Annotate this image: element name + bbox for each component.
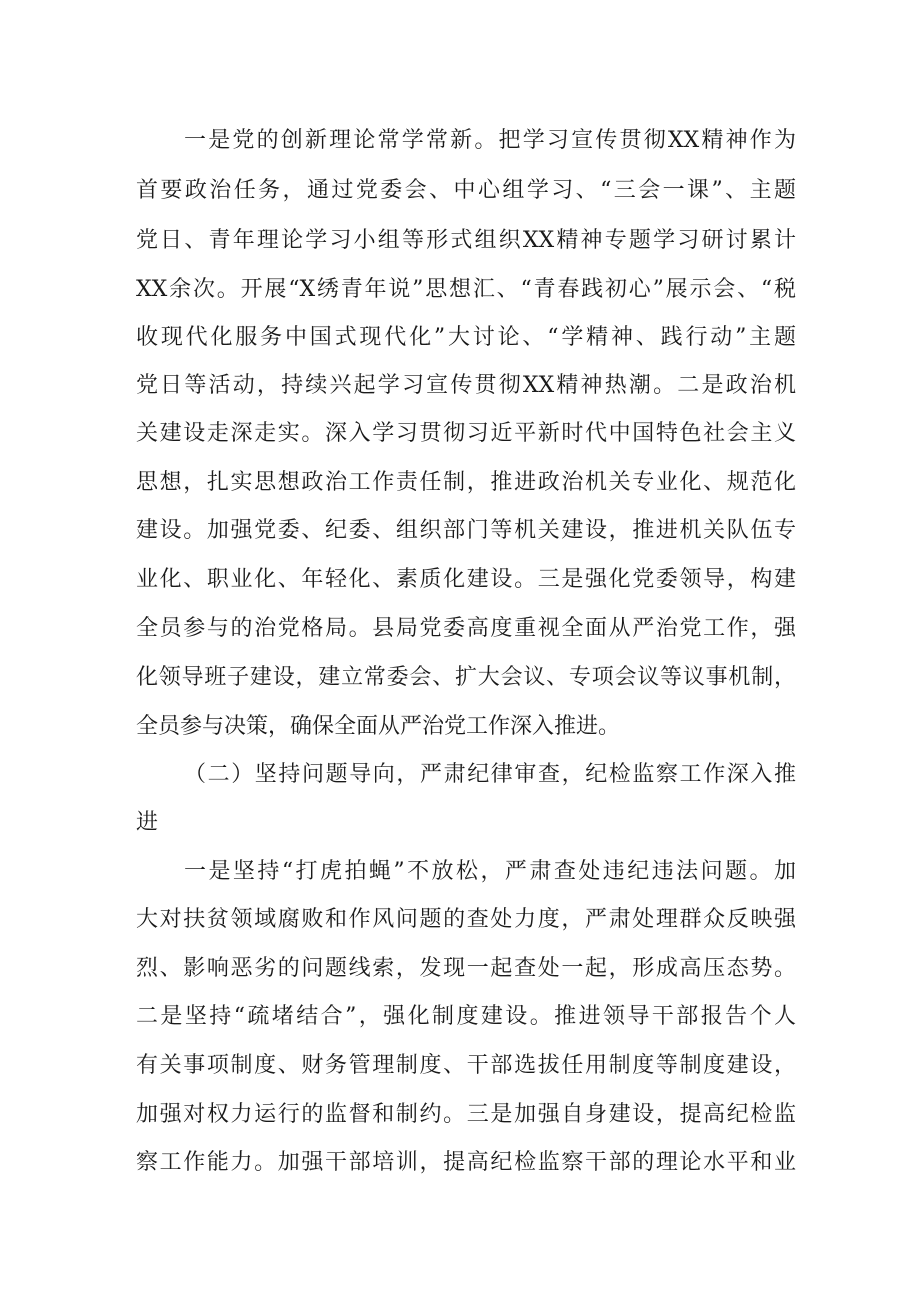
paragraph-2-line-6: 加强对权力运行的监督和制约。三是加强自身建设，提高纪检监	[136, 1102, 796, 1127]
paragraph-2-line-5: 有关事项制度、财务管理制度、干部选拔任用制度等制度建设，	[136, 1053, 796, 1078]
paragraph-2-line-2: 大对扶贫领域腐败和作风问题的查处力度，严肃处理群众反映强	[136, 907, 796, 932]
paragraph-1-line-1: 一是党的创新理论常学常新。把学习宣传贯彻XX精神作为	[184, 128, 796, 153]
paragraph-1-line-7: 关建设走深走实。深入学习贯彻习近平新时代中国特色社会主义	[136, 421, 796, 446]
paragraph-1-line-10: 业化、职业化、年轻化、素质化建设。三是强化党委领导，构建	[136, 567, 796, 592]
paragraph-1-line-4: XX余次。开展“X绣青年说”思想汇、“青春践初心”展示会、“税	[136, 277, 796, 302]
paragraph-2-line-1: 一是坚持“打虎拍蝇”不放松，严肃查处违纪违法问题。加	[184, 859, 796, 884]
section-heading-line-2: 进	[136, 810, 159, 835]
paragraph-2-line-4: 二是坚持“疏堵结合”，强化制度建设。推进领导干部报告个人	[136, 1004, 796, 1029]
paragraph-1-line-2: 首要政治任务，通过党委会、中心组学习、“三会一课”、主题	[136, 178, 796, 203]
paragraph-1-line-9: 建设。加强党委、纪委、组织部门等机关建设，推进机关队伍专	[136, 518, 796, 543]
paragraph-1-line-3: 党日、青年理论学习小组等形式组织XX精神专题学习研讨累计	[136, 228, 796, 253]
paragraph-1-line-8: 思想，扎实思想政治工作责任制，推进政治机关专业化、规范化	[136, 470, 796, 495]
paragraph-1-line-13: 全员参与决策，确保全面从严治党工作深入推进。	[136, 714, 621, 739]
paragraph-1-line-11: 全员参与的治党格局。县局党委高度重视全面从严治党工作，强	[136, 616, 796, 641]
paragraph-2-line-7: 察工作能力。加强干部培训，提高纪检监察干部的理论水平和业	[136, 1150, 796, 1175]
section-heading-line-1: （二）坚持问题导向，严肃纪律审查，纪检监察工作深入推	[184, 762, 796, 787]
paragraph-1-line-6: 党日等活动，持续兴起学习宣传贯彻XX精神热潮。二是政治机	[136, 373, 796, 398]
paragraph-2-line-3: 烈、影响恶劣的问题线索，发现一起查处一起，形成高压态势。	[136, 956, 796, 981]
paragraph-1-line-5: 收现代化服务中国式现代化”大讨论、“学精神、践行动”主题	[136, 325, 796, 350]
paragraph-1-line-12: 化领导班子建设，建立常委会、扩大会议、专项会议等议事机制，	[136, 665, 796, 690]
